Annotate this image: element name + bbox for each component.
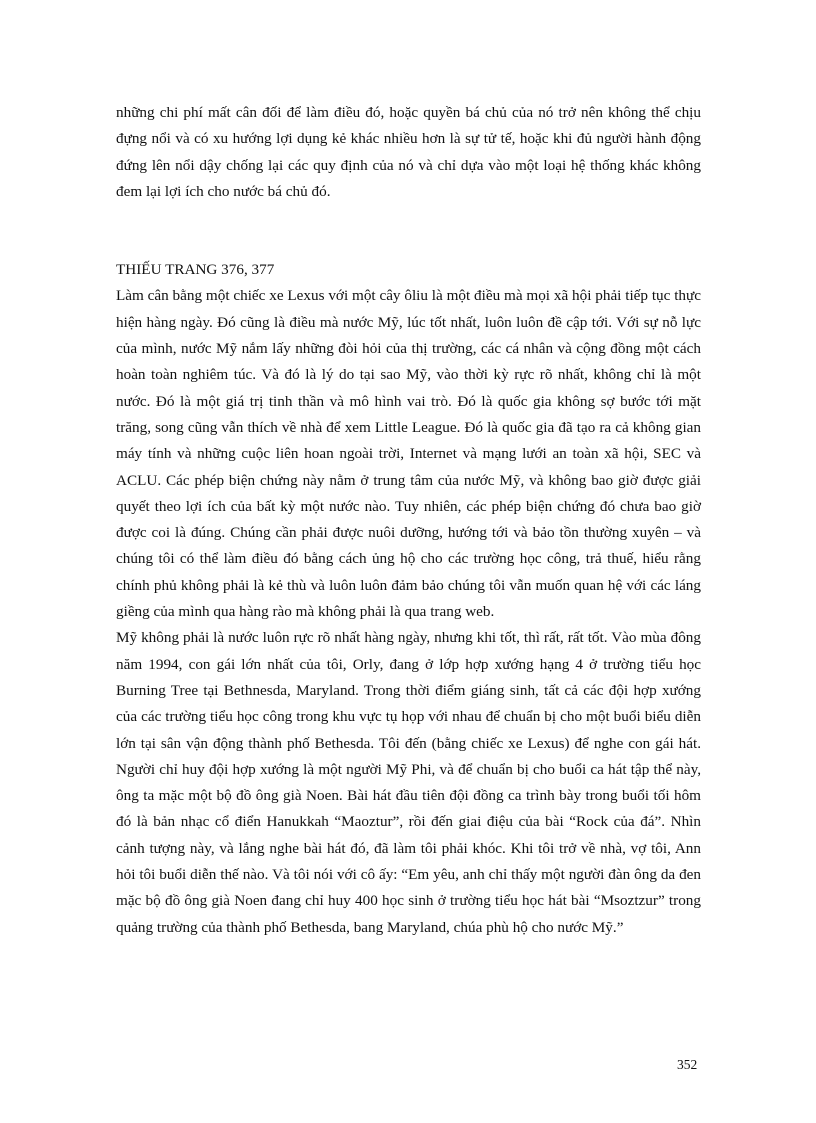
page-number: 352 [677, 1057, 698, 1072]
intro-paragraph: những chi phí mất cân đối để làm điều đó, hoặc quyền bá chủ của nó trở nên không thể chịu đựng nổi và có xu hướng lợi dụng kẻ khác nhiều hơn là sự tử tế, hoặc khi đủ người hành động đứng lên nổi dậy chống lại các quy định của nó và chỉ dựa vào một loại hệ thống khác không đem lại lợi ích cho nước bá chủ đó. [116, 104, 701, 200]
body-paragraph-1: Làm cân bằng một chiếc xe Lexus với một cây ôliu là một điều mà mọi xã hội phải tiếp tục thực hiện hàng ngày. Đó cũng là điều mà nước Mỹ, lúc tốt nhất, luôn luôn đề cập tới. Với sự nỗ lực của mình, nước Mỹ nắm lấy những đòi hỏi của thị trường, các cá nhân và cộng đồng một cách hoàn toàn nghiêm túc. Và đó là lý do tại sao Mỹ, vào thời kỳ rực rõ nhất, không chỉ là một nước. Đó là một giá trị tinh thần và mô hình vai trò. Đó là quốc gia không sợ bước tới mặt trăng, song cũng vẫn thích về nhà để xem Little League. Đó là quốc gia đã tạo ra cả không gian máy tính và những cuộc liên hoan ngoài trời, Internet và mạng lưới an toàn xã hội, SEC và ACLU. Các phép biện chứng này nằm ở trung tâm của nước Mỹ, và không bao giờ được giải quyết theo lợi ích của bất kỳ một nước nào. Tuy nhiên, các phép biện chứng đó chưa bao giờ được coi là đúng. Chúng cần phải được nuôi dưỡng, hướng tới và bảo tồn thường xuyên – và chúng tôi có thể làm điều đó bằng cách ủng hộ cho các trường học công, trả thuế, hiểu rằng chính phủ không phải là kẻ thù và luôn luôn đảm bảo chúng tôi vẫn muốn quan hệ với các láng giềng của mình qua hàng rào mà không phải là qua trang web. [116, 287, 701, 621]
section-heading: THIẾU TRANG 376, 377 [116, 261, 275, 279]
section-spacer [116, 205, 701, 257]
body-paragraph-2: Mỹ không phải là nước luôn rực rõ nhất hàng ngày, nhưng khi tốt, thì rất, rất tốt. Vào mùa đông năm 1994, con gái lớn nhất của tôi, Orly, đang ở lớp hợp xướng hạng 4 ở trường tiểu học Burning Tree tại Bethnesda, Maryland. Trong thời điểm giáng sinh, tất cả các đội hợp xướng của các trường tiểu học công trong khu vực tụ họp với nhau để chuẩn bị cho một buổi biểu diễn lớn tại sân vận động thành phố Bethesda. Tôi đến (bằng chiếc xe Lexus) để nghe con gái hát. Người chỉ huy đội hợp xướng là một người Mỹ Phi, và để chuẩn bị cho buổi ca hát tập thể này, ông ta mặc một bộ đồ ông già Noen. Bài hát đầu tiên đội đồng ca trình bày trong buổi tối hôm đó là bản nhạc cổ điển Hanukkah “Maoztur”, rồi đến giai điệu của bài “Rock của đá”. Nhìn cảnh tượng này, và lắng nghe bài hát đó, đã làm tôi phải khóc. Khi tôi trở về nhà, vợ tôi, Ann hỏi tôi buổi diễn thế nào. Và tôi nói với cô ấy: “Em yêu, anh chỉ thấy một người đàn ông da đen mặc bộ đồ ông già Noen đang chỉ huy 400 học sinh ở trường tiểu học hát bài “Msoztzur” trong quảng trường của thành phố Bethesda, bang Maryland, chúa phù hộ cho nước Mỹ.” [116, 629, 701, 936]
document-page [116, 100, 701, 941]
